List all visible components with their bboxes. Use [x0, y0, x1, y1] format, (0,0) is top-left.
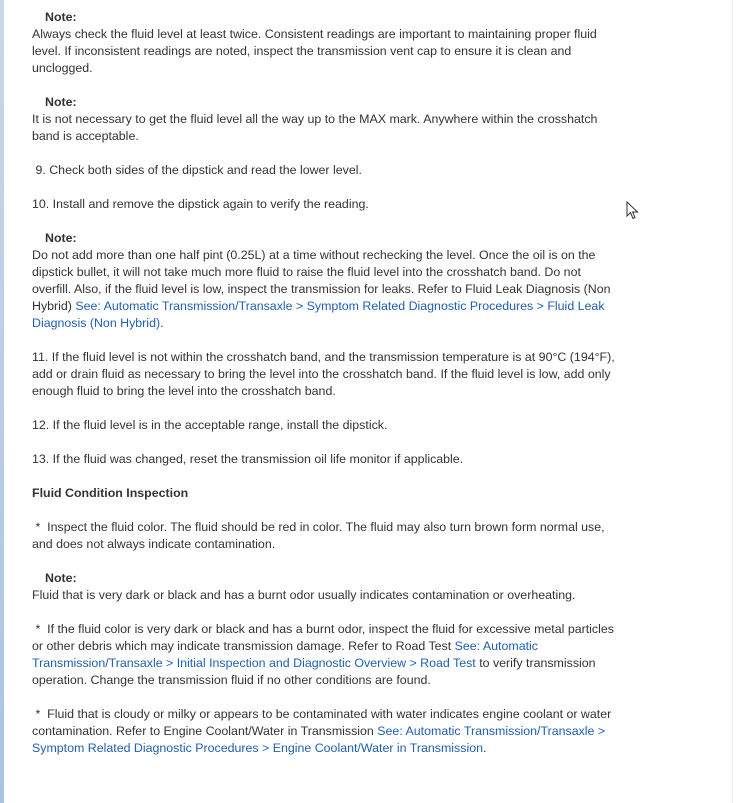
note-label: Note:	[45, 10, 77, 24]
bullet-3: * Fluid that is cloudy or milky or appears to be contaminated with water indicates engine coolant or water contamination. Refer to Engine Coolant/Water in Transmission See: Automatic Transmission/Transaxle > Symptom Related Diagnostic Procedures > Engine Coolant/Water in Transmission.	[32, 707, 615, 755]
note-2: Note: It is not necessary to get the fluid level all the way up to the MAX mark. Anywhere within the crosshatch band is acceptable.	[32, 94, 622, 145]
right-edge-divider	[732, 0, 733, 803]
note-label: Note:	[45, 231, 77, 245]
step-10: 10. Install and remove the dipstick again to verify the reading.	[32, 197, 369, 211]
step-9: 9. Check both sides of the dipstick and read the lower level.	[32, 163, 362, 177]
step-12: 12. If the fluid level is in the acceptable range, install the dipstick.	[32, 418, 388, 432]
step-13: 13. If the fluid was changed, reset the transmission oil life monitor if applicable.	[32, 452, 464, 466]
bullet-1: * Inspect the fluid color. The fluid should be red in color. The fluid may also turn brown form normal use, and does not always indicate contamination.	[32, 520, 609, 551]
note-3: Note: Do not add more than one half pint (0.25L) at a time without rechecking the level. Once the oil is on the dipstick bullet, it will not take much more fluid to raise the fluid level into the crosshatch band. Do not overfill. Also, if the fluid level is low, inspect the transmission for leaks. Refer to Fluid Leak Diagnosis (Non Hybrid) See: Automatic Transmission/Transaxle > Symptom Related Diagnostic Procedures > Fluid Leak Diagnosis (Non Hybrid).	[32, 230, 622, 332]
left-edge-bar	[0, 0, 4, 803]
bullet-2: * If the fluid color is very dark or black and has a burnt odor, inspect the fluid for excessive metal particles or other debris which may indicate transmission damage. Refer to Road Test See: Automatic Transmission/Transaxle > Initial Inspection and Diagnostic Overview > Road Test to verify transmission operation. Change the transmission fluid if no other conditions are found.	[32, 622, 618, 687]
mouse-pointer-icon	[626, 201, 640, 221]
note-4: Note: Fluid that is very dark or black and has a burnt odor usually indicates contamination or overheating.	[32, 570, 622, 604]
engine-coolant-link[interactable]: See: Automatic Transmission/Transaxle > Symptom Related Diagnostic Procedures > Engine Coolant/Water in Transmission	[32, 724, 609, 755]
note-label: Note:	[45, 95, 77, 109]
road-test-link[interactable]: See: Automatic Transmission/Transaxle > Initial Inspection and Diagnostic Overview > Road Test	[32, 639, 542, 670]
section-heading: Fluid Condition Inspection	[32, 486, 189, 500]
document-content	[32, 9, 622, 774]
fluid-leak-diagnosis-link[interactable]: See: Automatic Transmission/Transaxle > Symptom Related Diagnostic Procedures > Fluid Leak Diagnosis (Non Hybrid)	[32, 299, 605, 330]
note-1: Note: Always check the fluid level at least twice. Consistent readings are important to maintaining proper fluid level. If inconsistent readings are noted, inspect the transmission vent cap to ensure it is clean and unclogged.	[32, 9, 622, 77]
step-11: 11. If the fluid level is not within the crosshatch band, and the transmission temperature is at 90°C (194°F), add or drain fluid as necessary to bring the level into the crosshatch band. If the fluid level is low, add only enough fluid to bring the level into the crosshatch band.	[32, 350, 615, 398]
note-label: Note:	[45, 571, 77, 585]
